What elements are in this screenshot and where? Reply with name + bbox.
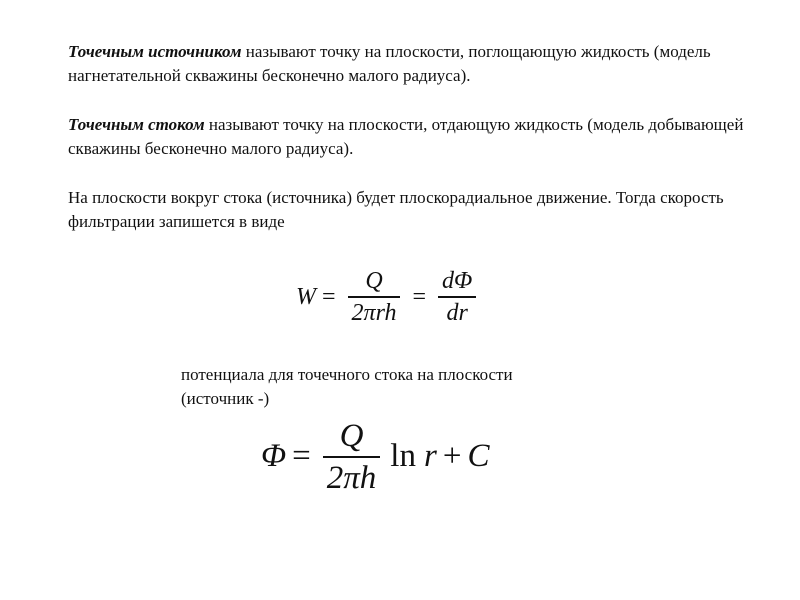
equals-sign: =	[412, 283, 427, 310]
integration-constant: C	[467, 438, 490, 475]
potential-intro-line2: (источник -)	[181, 389, 270, 408]
potential-formula	[261, 418, 489, 496]
velocity-formula	[296, 268, 482, 326]
velocity-symbol: W	[296, 283, 316, 310]
fraction-bar	[438, 296, 476, 297]
definition-point-sink-text: называют точку на плоскости, отдающую жидкость (модель добывающей скважины бесконечно малого радиуса).	[68, 115, 744, 158]
potential-intro-line1: потенциала для точечного стока на плоскости	[181, 365, 513, 384]
fraction-bar	[348, 296, 401, 297]
fraction-denominator: 2πrh	[351, 299, 397, 326]
fraction-denominator: 2πh	[326, 459, 377, 496]
plane-radial-flow-text: На плоскости вокруг стока (источника) будет плоскорадиальное движение. Тогда скорость фильтрации запишется в виде	[68, 188, 724, 231]
flow-rate-fraction	[348, 268, 401, 326]
fraction-numerator: dΦ	[442, 268, 473, 294]
equals-sign: =	[322, 283, 336, 310]
ln-function: ln	[390, 438, 416, 475]
fraction-numerator: Q	[365, 268, 383, 294]
potential-intro-text	[181, 363, 661, 411]
term-point-source: Точечным источником	[68, 42, 242, 61]
fraction-bar	[323, 456, 381, 457]
fraction-denominator: dr	[446, 299, 468, 326]
radius-variable: r	[423, 438, 437, 475]
plus-sign: +	[442, 438, 462, 475]
definition-point-sink	[68, 113, 748, 161]
definition-point-source-text: называют точку на плоскости, поглощающую жидкость (модель нагнетательной скважины бесконечно малого радиуса).	[68, 42, 711, 85]
term-point-sink: Точечным стоком	[68, 115, 205, 134]
equals-sign: =	[292, 438, 311, 475]
definition-point-source	[68, 40, 748, 88]
potential-derivative-fraction	[438, 268, 476, 326]
potential-fraction	[323, 418, 381, 496]
potential-symbol: Φ	[261, 438, 287, 475]
fraction-numerator: Q	[339, 418, 364, 454]
